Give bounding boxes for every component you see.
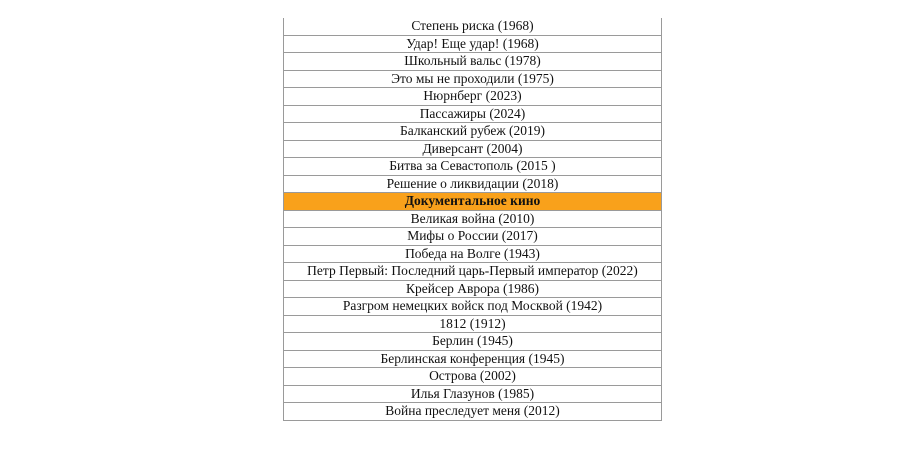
- film-title-cell: Решение о ликвидации (2018): [284, 175, 662, 193]
- table-row: [284, 368, 662, 386]
- film-title-cell: Это мы не проходили (1975): [284, 70, 662, 88]
- documentary-title-cell: Разгром немецких войск под Москвой (1942): [284, 298, 662, 316]
- film-title-cell: Удар! Еще удар! (1968): [284, 35, 662, 53]
- documentary-title-cell: Петр Первый: Последний царь-Первый император (2022): [284, 263, 662, 281]
- documentary-title-cell: Берлин (1945): [284, 333, 662, 351]
- documentary-title-cell: Илья Глазунов (1985): [284, 385, 662, 403]
- documentary-title-cell: Берлинская конференция (1945): [284, 350, 662, 368]
- table-row: [284, 315, 662, 333]
- table-row: [284, 298, 662, 316]
- table-row: [284, 263, 662, 281]
- table-row: [284, 140, 662, 158]
- film-title-cell: Битва за Севастополь (2015 ): [284, 158, 662, 176]
- section-header-row: [284, 193, 662, 211]
- documentary-title-cell: Война преследует меня (2012): [284, 403, 662, 421]
- table-row: [284, 53, 662, 71]
- film-title-cell: Нюрнберг (2023): [284, 88, 662, 106]
- table-row: [284, 385, 662, 403]
- documentary-title-cell: Острова (2002): [284, 368, 662, 386]
- table-row: [284, 403, 662, 421]
- table-row: [284, 350, 662, 368]
- table-row: [284, 175, 662, 193]
- film-title-cell: Школьный вальс (1978): [284, 53, 662, 71]
- table-row: [284, 70, 662, 88]
- table-row: [284, 123, 662, 141]
- table-row: [284, 280, 662, 298]
- table-row: [284, 333, 662, 351]
- documentary-title-cell: Крейсер Аврора (1986): [284, 280, 662, 298]
- table-row: [284, 245, 662, 263]
- table-row: [284, 210, 662, 228]
- film-list-table: [283, 18, 662, 421]
- table-row: [284, 158, 662, 176]
- film-title-cell: Диверсант (2004): [284, 140, 662, 158]
- documentary-title-cell: 1812 (1912): [284, 315, 662, 333]
- film-list-body: [284, 18, 662, 420]
- film-title-cell: Степень риска (1968): [284, 18, 662, 35]
- documentary-title-cell: Победа на Волге (1943): [284, 245, 662, 263]
- table-row: [284, 105, 662, 123]
- documentary-title-cell: Великая война (2010): [284, 210, 662, 228]
- table-row: [284, 88, 662, 106]
- film-title-cell: Пассажиры (2024): [284, 105, 662, 123]
- table-row: [284, 35, 662, 53]
- table-row: [284, 228, 662, 246]
- table-row: [284, 18, 662, 35]
- documentary-title-cell: Мифы о России (2017): [284, 228, 662, 246]
- section-header-documentary: Документальное кино: [284, 193, 662, 211]
- film-title-cell: Балканский рубеж (2019): [284, 123, 662, 141]
